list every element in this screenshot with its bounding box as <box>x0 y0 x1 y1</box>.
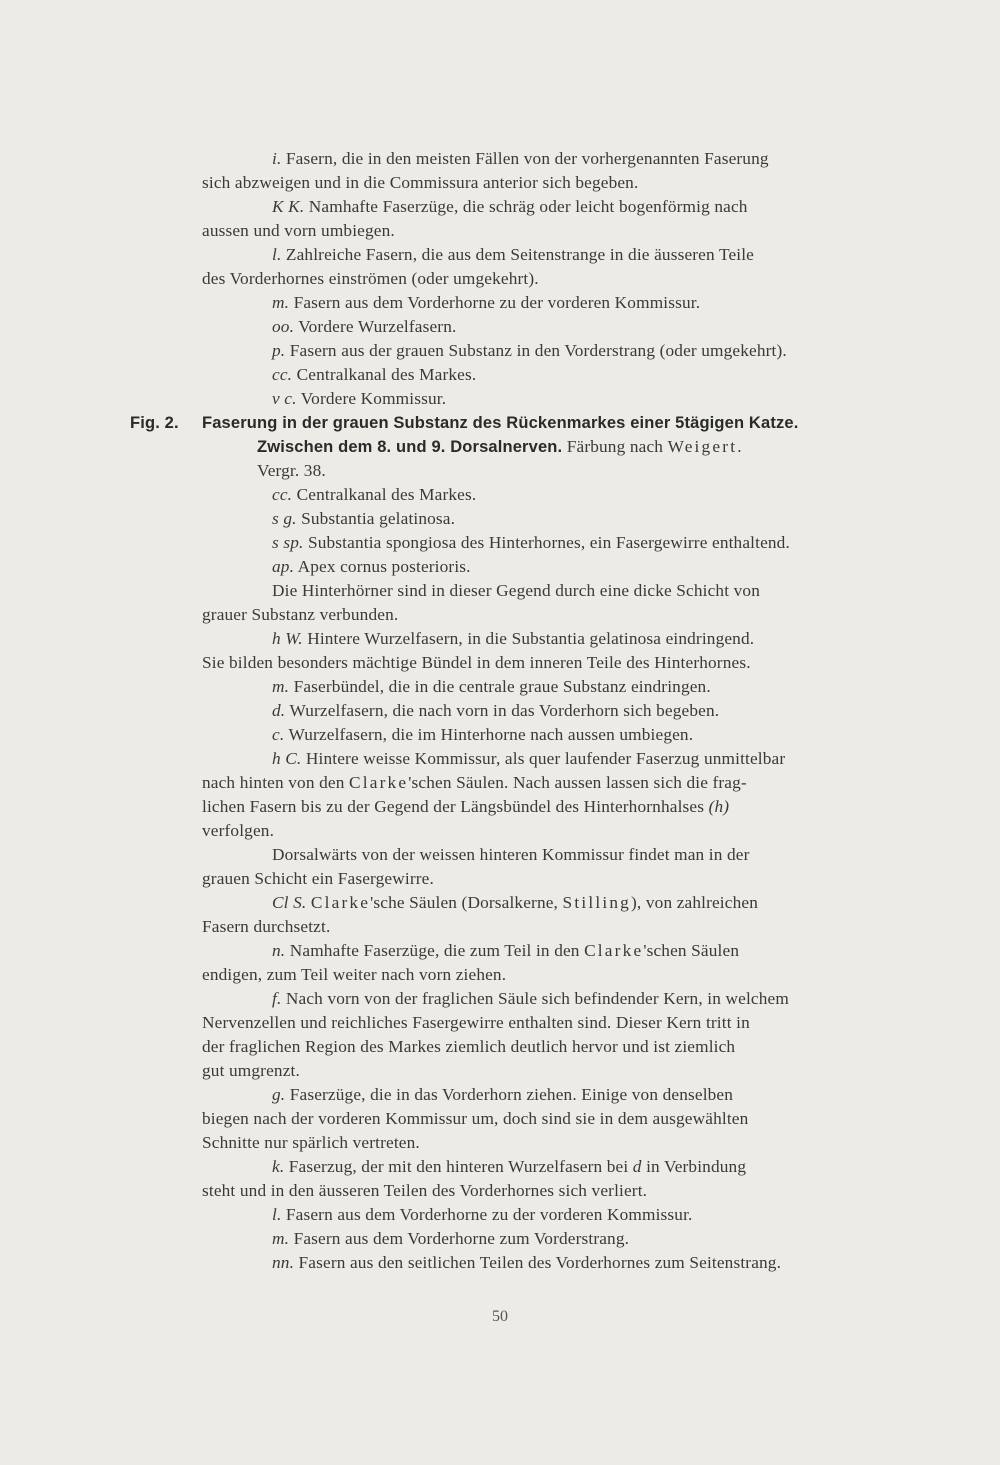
legend-line <box>202 243 907 267</box>
legend-text: 'sche Säulen (Dorsalkerne, <box>370 893 559 912</box>
paragraph-line <box>202 579 907 603</box>
legend-text: endigen, zum Teil weiter nach vorn ziehen. <box>202 965 507 984</box>
legend-text: gut umgrenzt. <box>202 1061 300 1080</box>
legend-text: 'schen Säulen. Nach aussen lassen sich die frag- <box>408 773 747 792</box>
legend-text: Fasern aus der grauen Substanz in den Vorderstrang (oder umgekehrt). <box>289 341 787 360</box>
legend-continuation <box>202 1035 907 1059</box>
legend-continuation <box>202 1131 907 1155</box>
legend-label: s sp. <box>272 533 304 552</box>
legend-label: p. <box>272 341 286 360</box>
legend-text: Nervenzellen und reichliches Fasergewirre enthalten sind. Dieser Kern tritt in <box>202 1013 750 1032</box>
figure-caption-subheading <box>202 435 907 459</box>
paragraph-text: grauen Schicht ein Fasergewirre. <box>202 869 434 888</box>
person-name: Clarke <box>310 893 371 912</box>
legend-text: Centralkanal des Markes. <box>296 485 477 504</box>
legend-label: cc. <box>272 485 293 504</box>
person-name: Clarke <box>349 773 409 792</box>
legend-line <box>202 723 907 747</box>
figure-label: Fig. 2. <box>130 414 179 432</box>
legend-label: i. <box>272 149 282 168</box>
legend-line <box>202 1251 907 1275</box>
legend-continuation <box>202 651 907 675</box>
legend-text: Fasern, die in den meisten Fällen von der vorhergenannten Faserung <box>285 149 769 168</box>
legend-continuation <box>202 1011 907 1035</box>
legend-text: Fasern aus dem Vorderhorne zum Vorderstrang. <box>293 1229 630 1248</box>
legend-text: Sie bilden besonders mächtige Bündel in dem inneren Teile des Hinterhornes. <box>202 653 751 672</box>
legend-continuation <box>202 771 907 795</box>
legend-text: Fasern aus den seitlichen Teilen des Vorderhornes zum Seitenstrang. <box>298 1253 782 1272</box>
legend-text: der fraglichen Region des Markes ziemlich deutlich hervor und ist ziemlich <box>202 1037 736 1056</box>
page-number: 50 <box>492 1308 508 1325</box>
legend-text: Substantia spongiosa des Hinterhornes, ein Fasergewirre enthaltend. <box>307 533 790 552</box>
legend-line <box>202 1083 907 1107</box>
legend-label: Cl S. <box>272 893 307 912</box>
figure-title: Faserung in der grauen Substanz des Rückenmarkes einer 5tägigen Katze. <box>202 414 799 432</box>
legend-label: h W. <box>272 629 303 648</box>
legend-label: l. <box>272 245 282 264</box>
legend-label: l. <box>272 1205 282 1224</box>
figure-caption-heading <box>130 411 907 435</box>
magnification <box>202 459 907 483</box>
paragraph-continuation <box>202 603 907 627</box>
legend-line <box>202 747 907 771</box>
legend-line <box>202 1155 907 1179</box>
legend-text: Hintere Wurzelfasern, in die Substantia gelatinosa eindringend. <box>307 629 755 648</box>
legend-label: nn. <box>272 1253 295 1272</box>
legend-label: h C. <box>272 749 302 768</box>
legend-line <box>202 291 907 315</box>
legend-text: Wurzelfasern, die nach vorn in das Vorderhorn sich begeben. <box>289 701 720 720</box>
legend-text: steht und in den äusseren Teilen des Vorderhornes sich verliert. <box>202 1181 648 1200</box>
legend-label: m. <box>272 1229 290 1248</box>
legend-line <box>202 1203 907 1227</box>
legend-line <box>202 555 907 579</box>
legend-label: oo. <box>272 317 295 336</box>
legend-label: f. <box>272 989 282 1008</box>
legend-line <box>202 363 907 387</box>
legend-continuation <box>202 171 907 195</box>
legend-line <box>202 387 907 411</box>
legend-label: d. <box>272 701 286 720</box>
legend-label: K K. <box>272 197 305 216</box>
legend-line <box>202 939 907 963</box>
legend-text: Faserzug, der mit den hinteren Wurzelfasern bei <box>288 1157 629 1176</box>
legend-label: d <box>632 1157 642 1176</box>
legend-text: Hintere weisse Kommissur, als quer laufender Faserzug unmittelbar <box>305 749 786 768</box>
legend-label: k. <box>272 1157 285 1176</box>
legend-line <box>202 699 907 723</box>
legend-text: ), von zahlreichen <box>631 893 758 912</box>
legend-line <box>202 987 907 1011</box>
legend-text: des Vorderhornes einströmen (oder umgekehrt). <box>202 269 539 288</box>
person-name: Stilling <box>562 893 632 912</box>
legend-text: sich abzweigen und in die Commissura anterior sich begeben. <box>202 173 639 192</box>
paragraph-text: Dorsalwärts von der weissen hinteren Kommissur findet man in der <box>272 845 750 864</box>
legend-line <box>202 483 907 507</box>
legend-text: Namhafte Faserzüge, die zum Teil in den <box>289 941 580 960</box>
legend-line <box>202 891 907 915</box>
legend-text: Fasern aus dem Vorderhorne zu der vorderen Kommissur. <box>285 1205 693 1224</box>
legend-text: Schnitte nur spärlich vertreten. <box>202 1133 420 1152</box>
legend-line <box>202 531 907 555</box>
legend-text: Namhafte Faserzüge, die schräg oder leicht bogenförmig nach <box>308 197 748 216</box>
legend-continuation <box>202 1107 907 1131</box>
legend-label: n. <box>272 941 286 960</box>
legend-text: Wurzelfasern, die im Hinterhorne nach aussen umbiegen. <box>288 725 694 744</box>
figure-subtitle: Zwischen dem 8. und 9. Dorsalnerven. <box>257 438 563 456</box>
legend-line <box>202 675 907 699</box>
legend-text: Zahlreiche Fasern, die aus dem Seitenstrange in die äusseren Teile <box>285 245 754 264</box>
author-name: Weigert. <box>667 437 744 456</box>
legend-text: 'schen Säulen <box>643 941 740 960</box>
legend-text: Vordere Wurzelfasern. <box>298 317 457 336</box>
legend-text: Fasern durchsetzt. <box>202 917 331 936</box>
legend-continuation <box>202 795 907 819</box>
magnification-text: Vergr. 38. <box>257 461 326 480</box>
legend-line <box>202 147 907 171</box>
paragraph-line <box>202 843 907 867</box>
legend-label: (h) <box>708 797 730 816</box>
paragraph-continuation <box>202 867 907 891</box>
legend-text: Faserbündel, die in die centrale graue Substanz eindringen. <box>293 677 711 696</box>
legend-label: v c. <box>272 389 297 408</box>
legend-continuation <box>202 819 907 843</box>
legend-continuation <box>202 267 907 291</box>
legend-label: c. <box>272 725 285 744</box>
legend-text: Fasern aus dem Vorderhorne zu der vorderen Kommissur. <box>293 293 701 312</box>
legend-text: Centralkanal des Markes. <box>296 365 477 384</box>
legend-text: Substantia gelatinosa. <box>301 509 456 528</box>
legend-continuation <box>202 963 907 987</box>
legend-text: lichen Fasern bis zu der Gegend der Längsbündel des Hinterhornhalses <box>202 797 705 816</box>
legend-continuation <box>202 1179 907 1203</box>
person-name: Clarke <box>584 941 644 960</box>
legend-line <box>202 339 907 363</box>
legend-label: g. <box>272 1085 286 1104</box>
paragraph-text: Die Hinterhörner sind in dieser Gegend durch eine dicke Schicht von <box>272 581 761 600</box>
legend-text: Vordere Kommissur. <box>300 389 447 408</box>
legend-label: s g. <box>272 509 297 528</box>
stain-method: Färbung nach <box>566 437 664 456</box>
legend-continuation <box>202 915 907 939</box>
legend-line <box>202 507 907 531</box>
legend-text: biegen nach der vorderen Kommissur um, doch sind sie in dem ausgewählten <box>202 1109 749 1128</box>
legend-line <box>202 195 907 219</box>
legend-line <box>202 315 907 339</box>
legend-text: nach hinten von den <box>202 773 345 792</box>
legend-continuation <box>202 219 907 243</box>
legend-text: in Verbindung <box>646 1157 747 1176</box>
legend-text: Nach vorn von der fraglichen Säule sich befindender Kern, in welchem <box>285 989 789 1008</box>
legend-label: m. <box>272 293 290 312</box>
legend-text: Faserzüge, die in das Vorderhorn ziehen. Einige von denselben <box>289 1085 734 1104</box>
paragraph-text: grauer Substanz verbunden. <box>202 605 399 624</box>
legend-line <box>202 627 907 651</box>
body-text <box>130 147 907 1275</box>
legend-label: m. <box>272 677 290 696</box>
legend-text: Apex cornus posterioris. <box>297 557 471 576</box>
legend-continuation <box>202 1059 907 1083</box>
legend-label: cc. <box>272 365 293 384</box>
legend-text: verfolgen. <box>202 821 275 840</box>
legend-line <box>202 1227 907 1251</box>
legend-label: ap. <box>272 557 295 576</box>
legend-text: aussen und vorn umbiegen. <box>202 221 395 240</box>
